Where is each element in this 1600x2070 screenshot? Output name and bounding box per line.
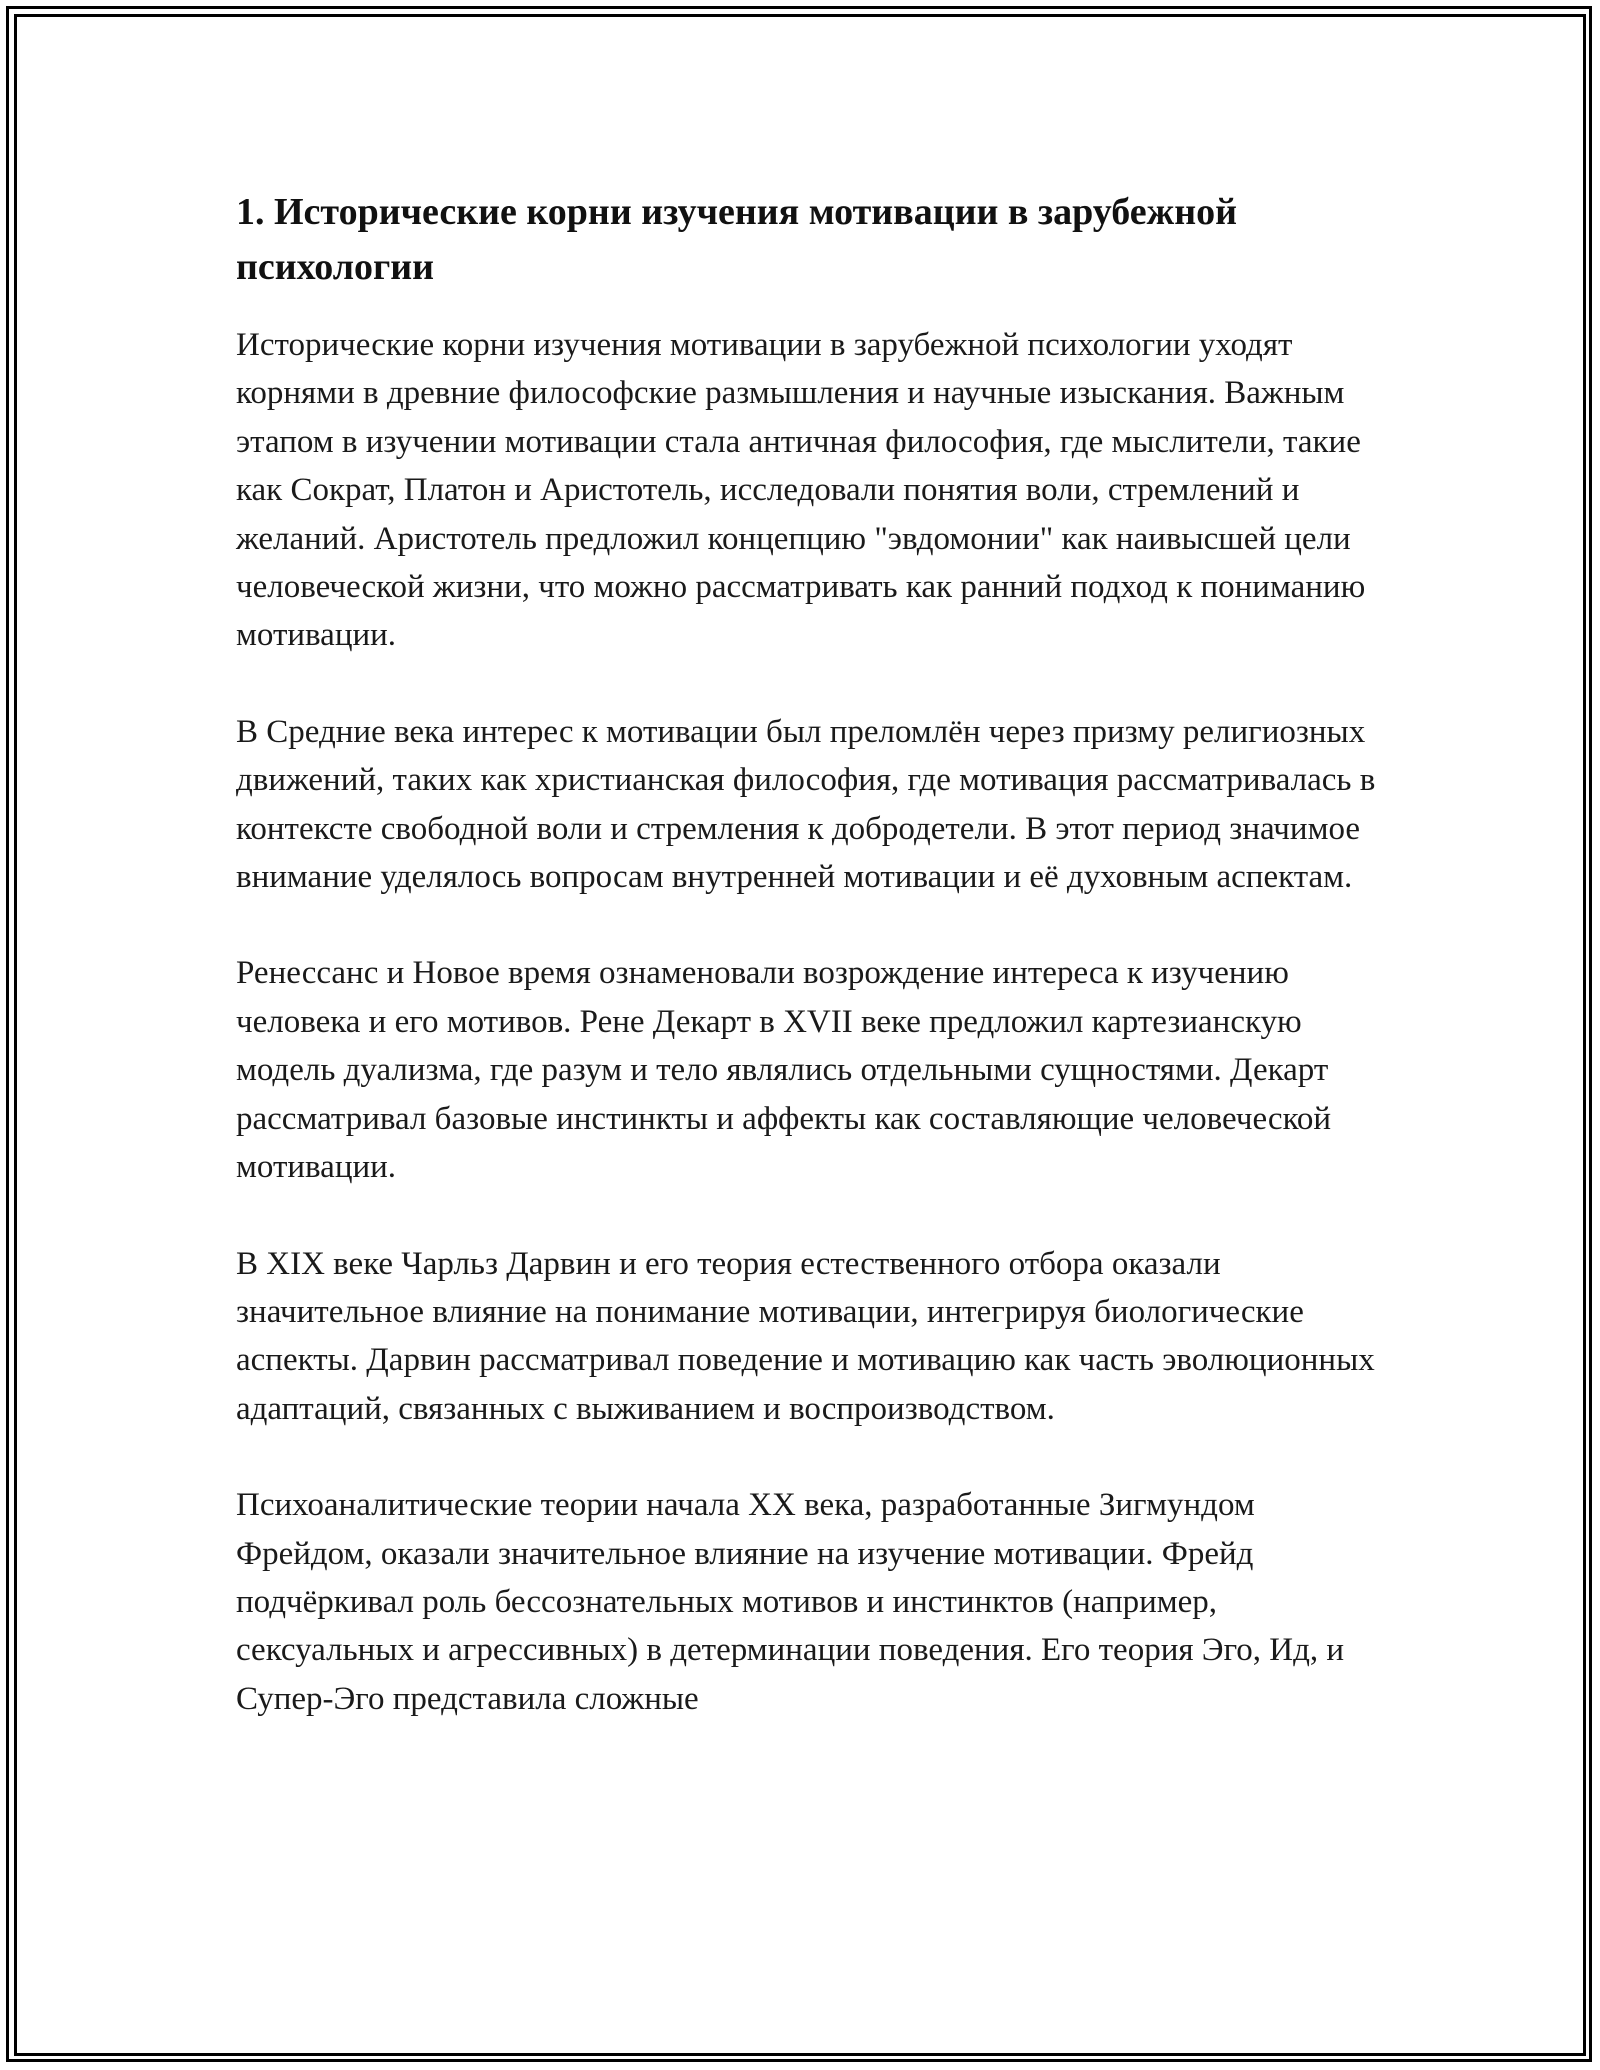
document-body — [236, 185, 1386, 1771]
section-heading: 1. Исторические корни изучения мотивации в зарубежной психологии — [236, 191, 1238, 288]
paragraph-middle-ages: В Средние века интерес к мотивации был преломлён через призму религиозных движений, таких как христианская философия, где мотивация рассматривалась в контексте свободной воли и стремления к добродетели. В этот период значимое внимание уделялось вопросам внутренней мотивации и её духовным аспектам. — [236, 713, 1376, 896]
paragraph-antiquity: Исторические корни изучения мотивации в зарубежной психологии уходят корнями в древние философские размышления и научные изыскания. Важным этапом в изучении мотивации стала античная философия, где мыслители, такие как Сократ, Платон и Аристотель, исследовали понятия воли, стремлений и желаний. Аристотель предложил концепцию "эвдомонии" как наивысшей цели человеческой жизни, что можно рассматривать как ранний подход к пониманию мотивации. — [236, 327, 1366, 654]
paragraph-darwin: В XIX веке Чарльз Дарвин и его теория естественного отбора оказали значительное влияние на понимание мотивации, интегрируя биологические аспекты. Дарвин рассматривал поведение и мотивацию как часть эволюционных адаптаций, связанных с выживанием и воспроизводством. — [236, 1245, 1375, 1427]
paragraph-psychoanalysis: Психоаналитические теории начала XX века, разработанные Зигмундом Фрейдом, оказали значительное влияние на изучение мотивации. Фрейд подчёркивал роль бессознательных мотивов и инстинктов (например, сексуальных и агрессивных) в детерминации поведения. Его теория Эго, Ид, и Супер-Эго представила сложные — [236, 1487, 1345, 1717]
paragraph-renaissance: Ренессанс и Новое время ознаменовали возрождение интереса к изучению человека и его мотивов. Рене Декарт в XVII веке предложил картезианскую модель дуализма, где разум и тело являлись отдельными сущностями. Декарт рассматривал базовые инстинкты и аффекты как составляющие человеческой мотивации. — [236, 955, 1332, 1186]
